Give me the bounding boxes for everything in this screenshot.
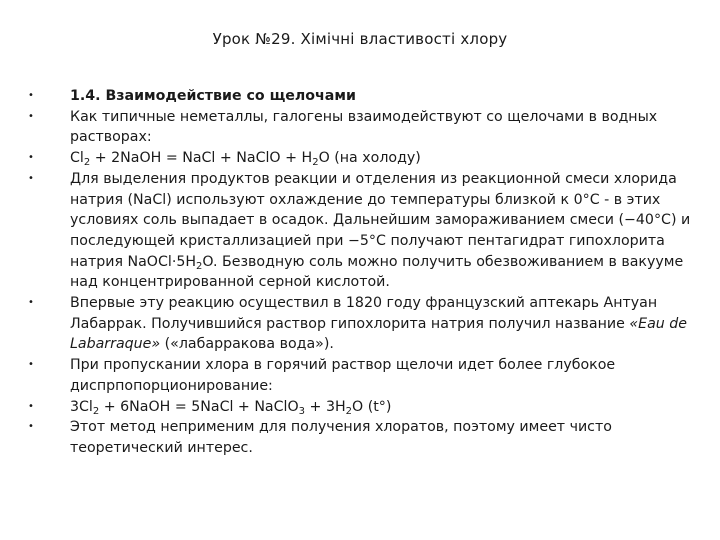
bullet-icon: • <box>28 90 34 101</box>
slide-title: Урок №29. Хімічні властивості хлору <box>212 30 508 48</box>
list-item <box>28 148 700 169</box>
equation-hot: $3Cl_2$ + 6NaOH = 5NaCl + NaClO$_3$ + $3H_2O$ (t°) <box>70 398 392 417</box>
list-item <box>28 169 700 293</box>
list-item <box>28 107 700 148</box>
conclusion-text: Этот метод неприменим для получения хлоратов, поэтому имеет чисто теоретический интерес. <box>70 419 612 456</box>
list-item <box>28 293 700 355</box>
list-item <box>28 86 700 107</box>
bullet-icon: • <box>28 400 34 412</box>
list-item <box>28 417 700 458</box>
equation-cold: $Cl_2$ + 2NaOH = NaCl + NaClO + $H_2O$ (на холоду) <box>70 150 421 169</box>
bullet-list <box>28 86 700 459</box>
latin-name: «Eau de Labarraque» <box>70 315 688 353</box>
list-item <box>28 355 700 396</box>
history-text: Впервые эту реакцию осуществил в 1820 году французский аптекарь Антуан Лабаррак. Получившийся раствор гипохлорита натрия получил название «Eau de Labarraque» («лабарракова вода»). <box>70 295 688 353</box>
bullet-icon: • <box>28 297 34 309</box>
bullet-icon: • <box>28 172 34 184</box>
bullet-icon: • <box>28 110 34 122</box>
separation-text: Для выделения продуктов реакции и отделения из реакционной смеси хлорида натрия (NaCl) используют охлаждение до температуры близкой к 0°C - в этих условиях соль выпадает в осадок. Дальнейшим замораживанием смеси (−40°C) и последующей кристаллизацией при −5°C получают пентагидрат гипохлорита натрия $NaOCl\cdot 5H_2O$. Безводную соль можно получить обезвоживанием в вакууме над концентрированной серной кислотой. <box>70 170 691 291</box>
bullet-icon: • <box>28 359 34 371</box>
bullet-icon: • <box>28 152 34 164</box>
section-heading: 1.4. Взаимодействие со щелочами <box>70 88 356 104</box>
bullet-icon: • <box>28 421 34 433</box>
intro-text: Как типичные неметаллы, галогены взаимодействуют со щелочами в водных растворах: <box>70 108 658 146</box>
hot-alkali-text: При пропускании хлора в горячий раствор щелочи идет более глубокое диспрпопорционирование: <box>70 357 616 394</box>
list-item <box>28 397 700 418</box>
